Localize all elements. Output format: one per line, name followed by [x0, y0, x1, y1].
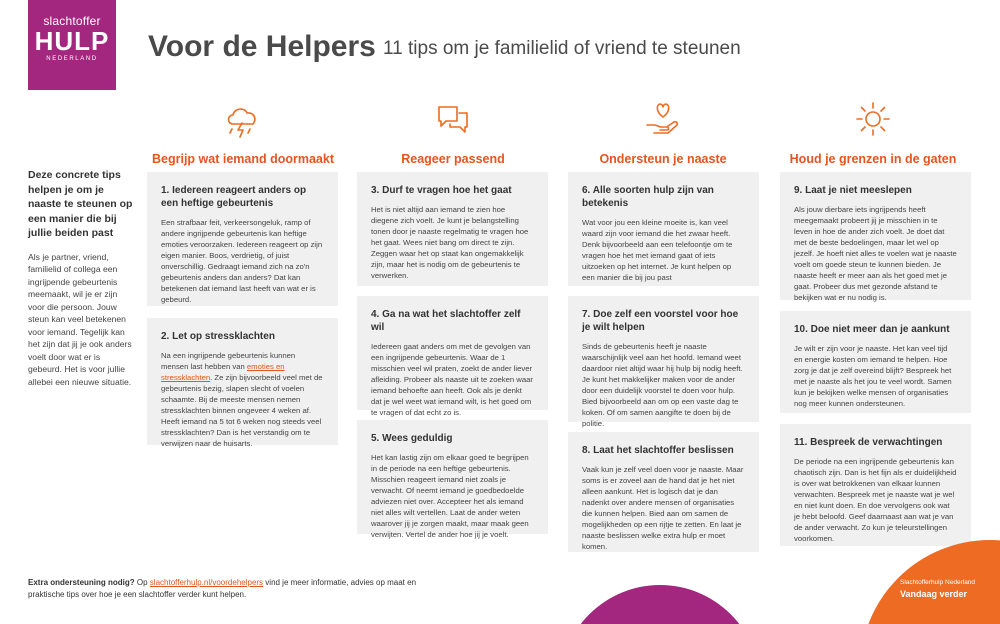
- tip-card-11: [780, 424, 971, 546]
- speech-bubbles-icon: [433, 99, 473, 139]
- tip-card-2: [147, 318, 338, 448]
- tip-title: 1. Iedereen reageert anders op een heftige gebeurtenis: [161, 185, 307, 209]
- footer-bold: Extra ondersteuning nodig?: [28, 578, 135, 587]
- tip-text: [161, 350, 324, 449]
- logo-line3: NEDERLAND: [46, 56, 98, 62]
- tip-text: De periode na een ingrijpende gebeurtenis kan chaotisch zijn. Dan is het fijn als er duidelijkheid is over wat betrokkenen van elkaar kunnen verwachten. Bespreek met je naaste wat je wel en niet kunt doen. En doe vervolgens ook wat je hebt beloofd. Geef daarnaast aan wat je van de ander verwacht. Zo kun je teleurstellingen voorkomen.: [794, 457, 957, 543]
- intro-body: Als je partner, vriend, familielid of collega een ingrijpende gebeurtenis meemaakt, wil je er zijn voor die persoon. Jouw steun kan veel betekenen voor iemand. Tegelijk kan het zijn dat jij je ook anders voelt door wat er is gebeurd. Het is voor jullie allebei een nieuwe situatie.: [28, 251, 132, 387]
- page-subtitle: 11 tips om je familielid of vriend te steunen: [383, 38, 741, 59]
- column-header-3: [563, 96, 763, 166]
- footer-text: Op: [134, 578, 150, 587]
- tip-title: 9. Laat je niet meeslepen: [794, 185, 912, 196]
- intro-section: [28, 168, 134, 388]
- tip-text: Iedereen gaat anders om met de gevolgen van een ingrijpende gebeurtenis. Waar de 1 misschien veel wil praten, zoekt de ander liever afleiding. Probeer als naaste uit te zoeken waar iemand behoefte aan heeft. Ook als je denkt dat je wel weet wat iemand wilt, is het goed om te vragen of dat echt zo is.: [371, 342, 533, 417]
- tip-text: Als jouw dierbare iets ingrijpends heeft meegemaakt probeert jij je misschien in te leven in hoe de ander zich voelt. Je doet dat met de beste bedoelingen, maar let wel op jezelf. Je hoeft niet alles te voelen wat je naaste voelt om goede steun te kunnen bieden. Je naaste heeft er meer aan als het goed met je gaat. Probeer dus met gezonde afstand te bekijken wat er nu nodig is.: [794, 205, 957, 302]
- brand-logo: [28, 0, 116, 90]
- stress-info-link[interactable]: emoties en stressklachten: [161, 362, 285, 382]
- tip-title: 11. Bespreek de verwachtingen: [794, 437, 943, 448]
- tip-title: 10. Doe niet meer dan je aankunt: [794, 324, 950, 335]
- column-label-1: Begrijp wat iemand doormaakt: [152, 152, 334, 166]
- footer-note: [28, 577, 428, 601]
- tip-text: Sinds de gebeurtenis heeft je naaste waarschijnlijk veel aan het hoofd. Iemand weet daardoor niet altijd waar hij hulp bij nodig heeft. Je kunt het makkelijker maken voor de ander door een duidelijk voorstel te doen voor hulp. Bied bijvoorbeeld aan om op een vaste dag te koken. Of om samen aangifte te doen bij de politie.: [582, 342, 743, 428]
- storm-cloud-icon: [223, 99, 263, 139]
- tip-card-3: [357, 172, 548, 286]
- column-header-2: [353, 96, 553, 166]
- column-header-1: [143, 96, 343, 166]
- footer-text: vind je meer informatie, advies op maat en praktische tips over hoe je een slachtoffer verder kunt helpen.: [28, 578, 417, 599]
- page-title: Voor de Helpers: [148, 30, 376, 63]
- tagline-slogan: Vandaag verder: [900, 589, 968, 599]
- logo-line1: slachtoffer: [43, 14, 101, 28]
- tip-card-9: [780, 172, 971, 300]
- column-label-3: Ondersteun je naaste: [599, 152, 727, 166]
- heart-hand-icon: [643, 99, 683, 139]
- sun-icon: [853, 99, 893, 139]
- tip-title: 7. Doe zelf een voorstel voor hoe je wilt helpen: [582, 309, 739, 333]
- tip-text-part: . Ze zijn bijvoorbeeld veel met de gebeurtenis bezig, slapen slecht of voelen schaamte. Bij de meeste mensen nemen stressklachten binnen ongeveer 4 weken af. Heeft iemand na 5 tot 6 weken nog steeds veel stressklachten? Dan is het verstandig om te verwijzen naar de huisarts.: [161, 373, 323, 448]
- intro-lead: Deze concrete tips helpen je om je naaste te steunen op een manier die bij jullie beiden past: [28, 169, 133, 239]
- decorative-purple-blob: [560, 585, 760, 624]
- tagline-org: Slachtofferhulp Nederland: [900, 579, 976, 586]
- column-header-4: [773, 96, 973, 166]
- tip-card-1: [147, 172, 338, 306]
- tip-card-7: [568, 296, 759, 428]
- brand-tagline: [900, 579, 1000, 599]
- tip-text: Vaak kun je zelf veel doen voor je naaste. Maar soms is er zoveel aan de hand dat je het niet alleen aankunt. Het is logisch dat je dan nadenkt over andere mensen of organisaties die kunnen helpen. Bied aan om samen de mogelijkheden op een rijtje te zetten. En laat je naaste beslissen welke extra hulp er moet komen.: [582, 465, 744, 551]
- helpers-website-link[interactable]: slachtofferhulp.nl/voordehelpers: [149, 578, 264, 587]
- tip-title: 6. Alle soorten hulp zijn van betekenis: [582, 185, 714, 209]
- tip-title: 5. Wees geduldig: [371, 433, 453, 444]
- column-label-4: Houd je grenzen in de gaten: [789, 152, 957, 166]
- tip-card-4: [357, 296, 548, 417]
- tip-title: 3. Durf te vragen hoe het gaat: [371, 185, 512, 196]
- tip-title: 4. Ga na wat het slachtoffer zelf wil: [371, 309, 521, 333]
- tip-text: Het kan lastig zijn om elkaar goed te begrijpen in de periode na een heftige gebeurtenis. Misschien reageert iemand niet zoals je verwacht. Of neemt iemand je goedbedoelde adviezen niet over. Accepteer het als iemand niet alles wilt vertellen. Laat de ander weten waarover jij je zorgen maakt, maar maak geen verwijten. Vertel de ander hoe jij je voelt.: [371, 453, 529, 539]
- tip-card-8: [568, 432, 759, 552]
- tip-text: Je wilt er zijn voor je naaste. Het kan veel tijd en energie kosten om iemand te helpen. Hoe zorg je dat je zelf overeind blijft? Bespreek het met je naaste als het jou te veel wordt. Samen kun je bekijken welke mensen of organisaties nog meer kunnen ondersteunen.: [794, 344, 952, 408]
- tip-title: 2. Let op stressklachten: [161, 331, 275, 342]
- tip-card-5: [357, 420, 548, 539]
- tip-text-part: Na een ingrijpende gebeurtenis kunnen mensen last hebben van: [161, 351, 296, 371]
- tip-text: Het is niet altijd aan iemand te zien hoe diegene zich voelt. Je kunt je belangstelling tonen door je naaste regelmatig te vragen hoe het gaat. Wees niet bang om direct te zijn. Zeggen waar het op staat kan ongemakkelijk zijn, maar het is nodig om de gebeurtenis te verwerken.: [371, 205, 529, 280]
- column-label-2: Reageer passend: [401, 152, 505, 166]
- tip-text: Wat voor jou een kleine moeite is, kan veel waard zijn voor iemand die het zwaar heeft. Denk bijvoorbeeld aan een telefoontje om te vragen hoe het met iemand gaat of iets uitzoeken op het internet. Je kunt helpen op een manier die bij jou past: [582, 218, 733, 282]
- logo-line2: HULP: [34, 26, 110, 56]
- tip-title: 8. Laat het slachtoffer beslissen: [582, 445, 734, 456]
- tip-card-6: [568, 172, 759, 286]
- tip-card-10: [780, 311, 971, 413]
- tip-text: Een strafbaar feit, verkeersongeluk, ramp of andere ingrijpende gebeurtenis kan heftige emoties veroorzaken. Iedereen reageert op zijn eigen manier. Boos, verdrietig, of juist onverschillig. Gedraagt iemand zich na zo'n gebeurtenis anders dan anders? Dat kan betekenen dat iemand last heeft van wat er is gebeurd.: [161, 218, 323, 304]
